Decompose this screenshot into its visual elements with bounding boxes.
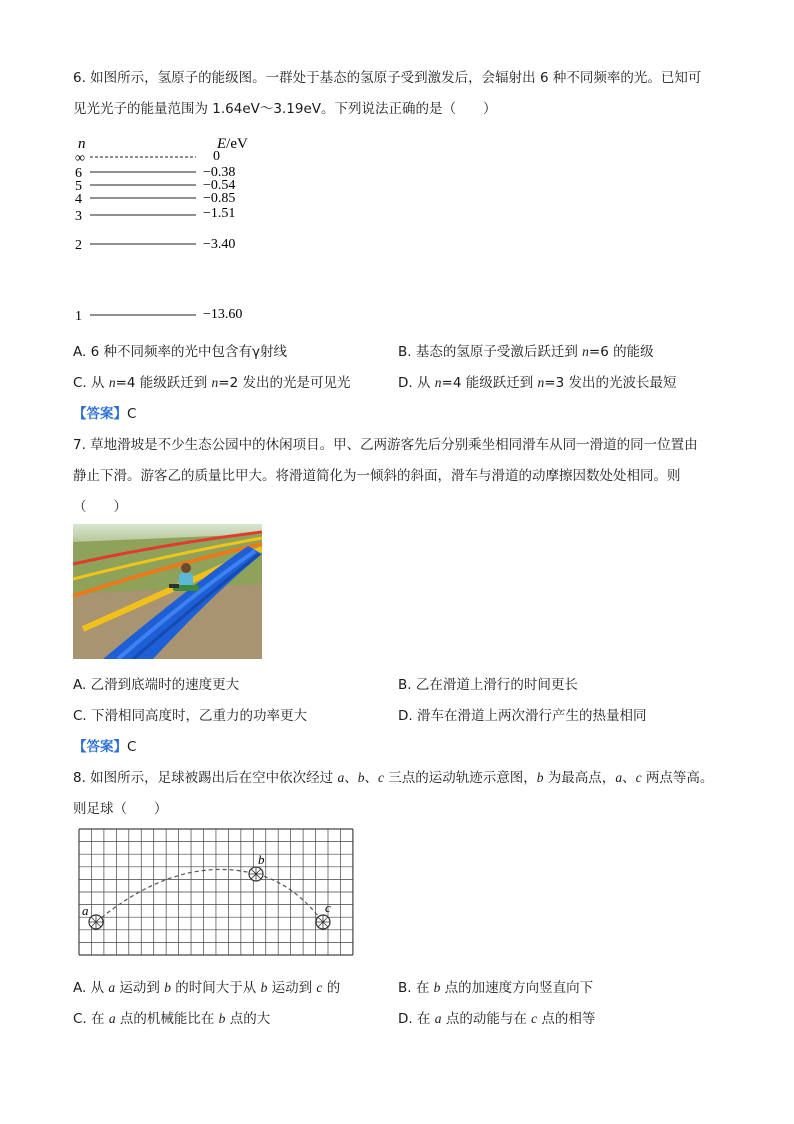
n-axis-label: n xyxy=(78,136,86,152)
level-lines xyxy=(90,157,196,315)
level-n-label: 6 xyxy=(75,166,82,181)
q7-stem-line3: （ ） xyxy=(73,499,127,515)
level-energy-label: −0.54 xyxy=(203,178,236,193)
level-n-label: 3 xyxy=(75,209,82,224)
q6-stem-line1: 6. 如图所示，氢原子的能级图。一群处于基态的氢原子受到激发后，会辐射出 6 种不同频率的光。已知可 xyxy=(73,70,702,86)
level-n-label: 2 xyxy=(75,238,82,253)
trajectory-diagram xyxy=(78,828,354,956)
q7-answer xyxy=(73,735,136,755)
q7-stem-line2: 静止下滑。游客乙的质量比甲大。将滑道简化为一倾斜的斜面，滑车与滑道的动摩擦因数处处相同。则 xyxy=(73,468,681,484)
ball-a xyxy=(89,915,103,929)
q7-option-c: C. 下滑相同高度时，乙重力的功率更大 xyxy=(73,708,308,724)
level-e-labels xyxy=(203,149,242,322)
ball-c xyxy=(316,915,330,929)
trajectory-path xyxy=(96,869,323,922)
q6-answer xyxy=(73,402,136,422)
level-energy-label: −3.40 xyxy=(203,237,236,252)
level-n-labels xyxy=(75,151,85,323)
energy-axis-label: E/eV xyxy=(217,136,248,152)
ball-b xyxy=(249,867,263,881)
level-n-label: 5 xyxy=(75,179,82,194)
q8-option-d: D. 在 a 点的动能与在 c 点的相等 xyxy=(398,1011,596,1027)
q6-option-d: D. 从 n=4 能级跃迁到 n=3 发出的光波长最短 xyxy=(398,375,677,391)
level-n-label: 1 xyxy=(75,309,82,323)
point-b-label: b xyxy=(258,852,265,867)
q7-option-a: A. 乙滑到底端时的速度更大 xyxy=(73,677,240,693)
q8-stem-line1: 8. 如图所示，足球被踢出后在空中依次经过 a、b、c 三点的运动轨迹示意图，b 为最高点，a、c 两点等高。 xyxy=(73,770,714,786)
q7-stem-line1: 7. 草地滑坡是不少生态公园中的休闲项目。甲、乙两游客先后分别乘坐相同滑车从同一滑道的同一位置由 xyxy=(73,437,698,453)
point-c-label: c xyxy=(325,900,331,915)
q7-option-d: D. 滑车在滑道上两次滑行产生的热量相同 xyxy=(398,708,647,724)
answer-value: C xyxy=(127,739,137,755)
level-n-label: 4 xyxy=(75,192,82,207)
q8-option-b: B. 在 b 点的加速度方向竖直向下 xyxy=(398,980,594,996)
grid xyxy=(79,829,353,955)
q6-option-a: A. 6 种不同频率的光中包含有γ射线 xyxy=(73,344,287,360)
level-n-label: ∞ xyxy=(75,151,85,166)
q8-option-a: A. 从 a 运动到 b 的时间大于从 b 运动到 c 的 xyxy=(73,980,341,996)
point-a-label: a xyxy=(82,903,89,918)
q6-option-c: C. 从 n=4 能级跃迁到 n=2 发出的光是可见光 xyxy=(73,375,351,391)
answer-tag: 【答案】 xyxy=(73,406,127,422)
level-energy-label: −13.60 xyxy=(203,307,243,322)
answer-tag: 【答案】 xyxy=(73,739,127,755)
grass-slide-photo xyxy=(73,524,262,659)
energy-level-diagram xyxy=(70,133,270,323)
level-energy-label: −0.38 xyxy=(203,165,236,180)
answer-value: C xyxy=(127,406,137,422)
level-energy-label: 0 xyxy=(213,149,220,164)
q7-option-b: B. 乙在滑道上滑行的时间更长 xyxy=(398,677,578,693)
q6-option-b: B. 基态的氢原子受激后跃迁到 n=6 的能级 xyxy=(398,344,654,360)
q8-stem-line2: 则足球（ ） xyxy=(73,801,168,817)
level-energy-label: −1.51 xyxy=(203,206,236,221)
level-energy-label: −0.85 xyxy=(203,191,236,206)
q6-stem-line2: 见光光子的能量范围为 1.64eV～3.19eV。下列说法正确的是（ ） xyxy=(73,101,497,117)
q8-option-c: C. 在 a 点的机械能比在 b 点的大 xyxy=(73,1011,271,1027)
